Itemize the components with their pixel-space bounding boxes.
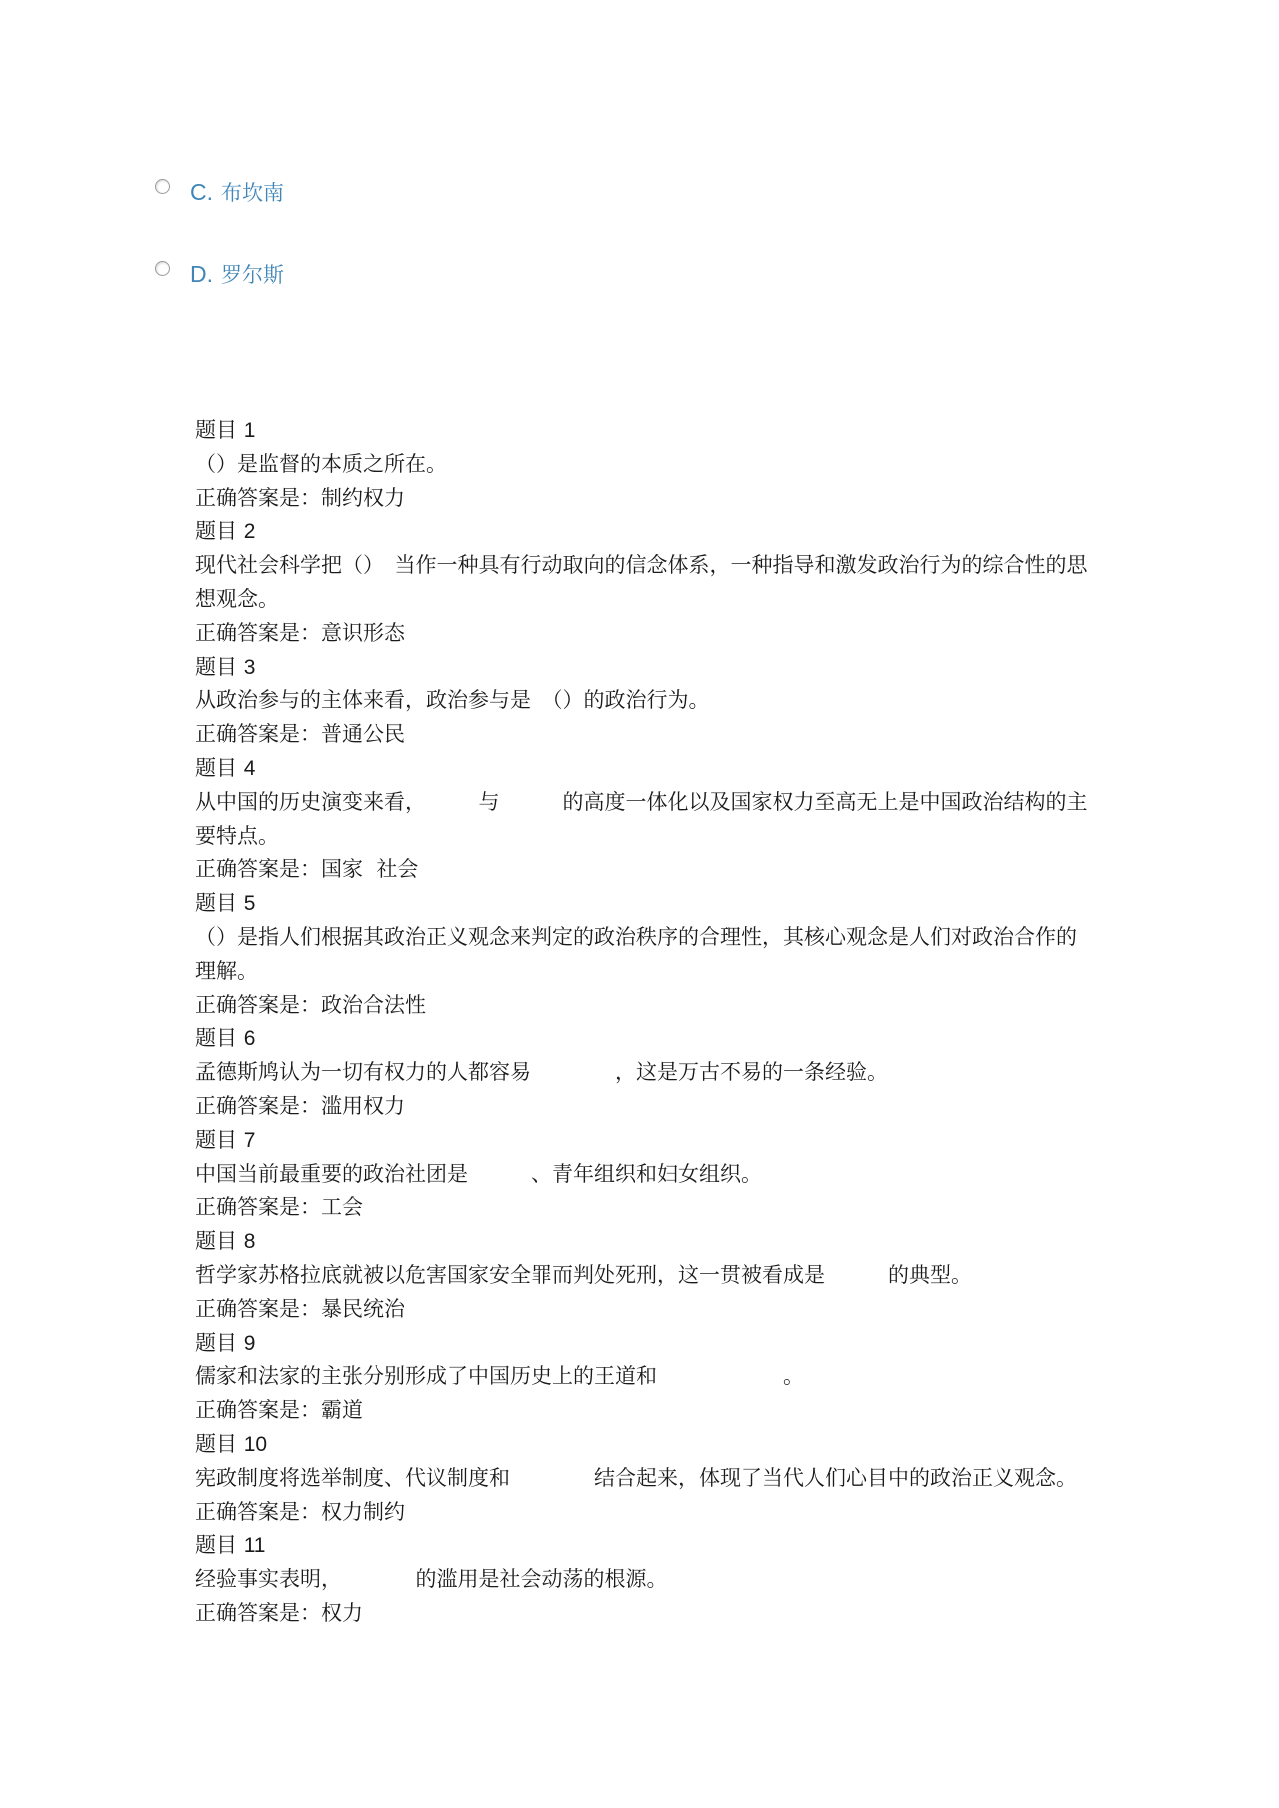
question-label: 题目 [195, 519, 237, 544]
question-title [195, 1529, 1090, 1563]
question-label: 题目 [195, 1127, 237, 1152]
answer-options [155, 172, 284, 336]
correct-answer: 正确答案是：工会 [195, 1195, 363, 1220]
question-label: 题目 [195, 1026, 237, 1051]
question-block [195, 752, 1090, 887]
question-text: 儒家和法家的主张分别形成了中国历史上的王道和 。 [195, 1364, 804, 1389]
question-title [195, 1124, 1090, 1158]
question-block [195, 1022, 1090, 1123]
option-c[interactable] [155, 172, 284, 212]
radio-button-icon[interactable] [155, 261, 170, 276]
option-letter: D. [190, 260, 213, 287]
correct-answer: 正确答案是：权力 [195, 1600, 363, 1625]
question-title [195, 1225, 1090, 1259]
question-number: 8 [243, 1230, 256, 1254]
correct-answer: 正确答案是：滥用权力 [195, 1093, 405, 1118]
question-text: 哲学家苏格拉底就被以危害国家安全罪而判处死刑，这一贯被看成是 的典型。 [195, 1262, 972, 1287]
question-list [195, 414, 1090, 1631]
question-title [195, 651, 1090, 685]
radio-button-icon[interactable] [155, 179, 170, 194]
question-title [195, 887, 1090, 921]
question-number: 3 [243, 655, 256, 679]
question-label: 题目 [195, 1431, 237, 1456]
question-number: 2 [243, 520, 256, 544]
correct-answer: 正确答案是：制约权力 [195, 485, 405, 510]
question-number: 10 [243, 1432, 268, 1456]
correct-answer: 正确答案是：普通公民 [195, 722, 405, 747]
question-number: 1 [243, 419, 256, 442]
question-block [195, 515, 1090, 650]
question-block [195, 1327, 1090, 1428]
correct-answer: 正确答案是：霸道 [195, 1398, 363, 1423]
question-title [195, 1428, 1090, 1462]
question-block [195, 1225, 1090, 1326]
question-number: 6 [243, 1027, 256, 1051]
question-block [195, 1124, 1090, 1225]
question-title [195, 414, 1090, 448]
question-text: 中国当前最重要的政治社团是 、青年组织和妇女组织。 [195, 1161, 762, 1186]
question-number: 11 [243, 1534, 266, 1558]
question-text: （）是监督的本质之所在。 [195, 451, 447, 476]
question-block [195, 651, 1090, 752]
question-label: 题目 [195, 1229, 237, 1254]
question-text: 从政治参与的主体来看，政治参与是 （）的政治行为。 [195, 688, 710, 713]
question-label: 题目 [195, 755, 237, 780]
correct-answer: 正确答案是：政治合法性 [195, 992, 426, 1017]
question-title [195, 515, 1090, 549]
question-text: 孟德斯鸠认为一切有权力的人都容易 ，这是万古不易的一条经验。 [195, 1060, 888, 1085]
question-block [195, 1529, 1090, 1630]
question-text: 从中国的历史演变来看， 与 的高度一体化以及国家权力至高无上是中国政治结构的主要特点。 [195, 789, 1088, 848]
question-label: 题目 [195, 654, 237, 679]
question-title [195, 1327, 1090, 1361]
question-text: 宪政制度将选举制度、代议制度和 结合起来，体现了当代人们心目中的政治正义观念。 [195, 1465, 1077, 1490]
question-text: （）是指人们根据其政治正义观念来判定的政治秩序的合理性，其核心观念是人们对政治合作的理解。 [195, 924, 1077, 983]
option-letter: C. [190, 178, 213, 205]
question-label: 题目 [195, 1533, 237, 1558]
question-title [195, 1022, 1090, 1056]
correct-answer: 正确答案是：国家 社会 [195, 857, 419, 882]
correct-answer: 正确答案是：暴民统治 [195, 1296, 405, 1321]
question-block [195, 887, 1090, 1022]
question-label: 题目 [195, 891, 237, 916]
question-text: 现代社会科学把（） 当作一种具有行动取向的信念体系，一种指导和激发政治行为的综合性的思想观念。 [195, 553, 1088, 611]
question-label: 题目 [195, 1330, 237, 1355]
question-label: 题目 [195, 418, 237, 442]
option-text: 罗尔斯 [221, 263, 284, 287]
question-title [195, 752, 1090, 786]
question-text: 经验事实表明， 的滥用是社会动荡的根源。 [195, 1567, 668, 1592]
question-number: 7 [243, 1128, 256, 1152]
question-block [195, 1428, 1090, 1529]
question-block [195, 414, 1090, 515]
correct-answer: 正确答案是：权力制约 [195, 1499, 405, 1524]
correct-answer: 正确答案是：意识形态 [195, 620, 405, 645]
option-d[interactable] [155, 254, 284, 294]
option-text: 布坎南 [221, 181, 284, 205]
question-number: 4 [243, 756, 256, 780]
question-number: 5 [243, 892, 256, 916]
question-number: 9 [243, 1331, 256, 1355]
